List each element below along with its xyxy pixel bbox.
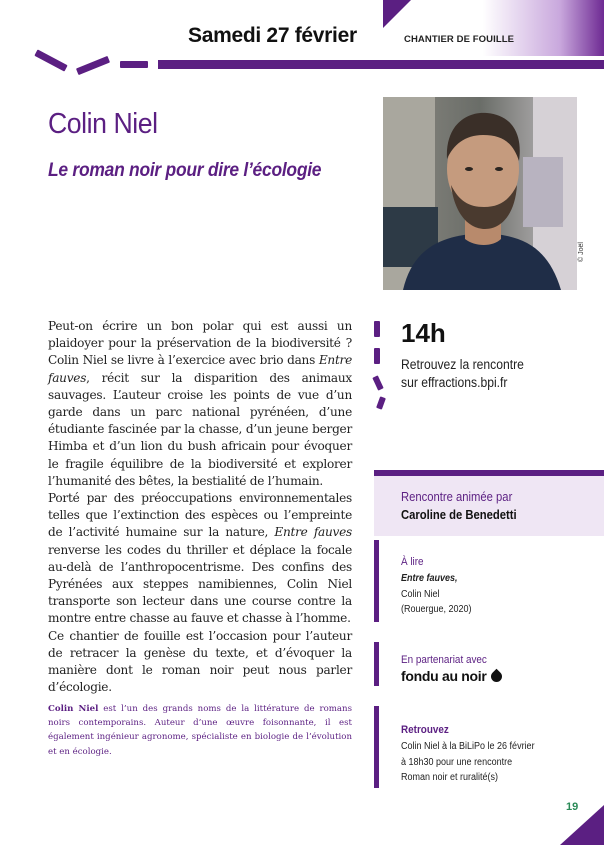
book-title-inline: Entre fauves bbox=[274, 525, 352, 540]
body-paragraph: Ce chantier de fouille est l’occasion pour l’auteur de retracer la genèse du texte, et d’évoquer la manière dont le roman noir peut nous parler d’écologie. bbox=[48, 628, 352, 695]
book-info bbox=[401, 571, 472, 618]
decor-dash bbox=[376, 396, 386, 409]
article-body bbox=[48, 318, 352, 696]
decor-dash bbox=[372, 375, 383, 390]
partner-logo: fondu au noir bbox=[401, 668, 502, 684]
sidebar-accent bbox=[374, 540, 379, 622]
event-link-text: Retrouvez la rencontre sur effractions.bpi.fr bbox=[401, 357, 524, 390]
sidebar-accent bbox=[374, 706, 379, 788]
header-date: Samedi 27 février bbox=[188, 24, 357, 47]
author-bio bbox=[48, 702, 352, 759]
book-title-inline: Entre fauves bbox=[48, 353, 352, 385]
header-corner-triangle bbox=[383, 0, 411, 28]
header-section-label: CHANTIER DE FOUILLE bbox=[404, 34, 515, 45]
host-name: Caroline de Benedetti bbox=[401, 508, 517, 522]
author-title: Colin Niel bbox=[48, 108, 158, 140]
event-time: 14h bbox=[401, 318, 446, 348]
header-rule bbox=[158, 60, 604, 69]
book-title: Entre fauves, bbox=[401, 573, 458, 584]
event-link[interactable]: sur effractions.bpi.fr bbox=[401, 375, 508, 390]
decor-dash bbox=[120, 61, 148, 68]
partner-label: En partenariat avec bbox=[401, 654, 487, 666]
read-label: À lire bbox=[401, 556, 424, 568]
find-label: Retrouvez bbox=[401, 724, 449, 736]
decor-dash bbox=[34, 49, 67, 71]
drop-icon bbox=[488, 669, 504, 685]
decor-dash bbox=[374, 321, 380, 337]
decor-dash bbox=[76, 56, 110, 75]
host-block bbox=[374, 476, 604, 536]
book-publisher: (Rouergue, 2020) bbox=[401, 604, 472, 615]
decor-dash bbox=[374, 348, 380, 364]
header-gradient-band bbox=[383, 0, 604, 56]
book-author: Colin Niel bbox=[401, 588, 440, 600]
body-paragraph: Porté par des préoccupations environnementales telles que l’extinction des espèces ou l’empreinte de l’activité humaine sur la nature, Entre fauves renverse les codes du thriller et déplace la focale au-delà de l’anthropocentrisme. Des confins des Pyrénées aux steppes namibiennes, Colin Niel transporte son lecteur dans une course contre la montre entre chasse au fauve et chasse à l’homme. bbox=[48, 491, 352, 626]
author-portrait-image bbox=[383, 97, 577, 290]
page-number: 19 bbox=[566, 801, 579, 813]
find-info: Colin Niel à la BiLiPo le 26 février à 18h30 pour une rencontre Roman noir et ruralité(s) bbox=[401, 741, 535, 783]
author-photo bbox=[383, 97, 577, 290]
photo-credit: © Joël bbox=[578, 242, 585, 262]
body-paragraph: Peut-on écrire un bon polar qui est aussi un plaidoyer pour la préservation de la biodiversité ? Colin Niel se livre à l’exercice avec brio dans Entre fauves, récit sur la disparition des animaux sauvages. L’auteur croise les points de vue d’un garde dans un parc national pyrénéen, d’une étudiante fascinée par la chasse, d’un jeune berger Himba et d’un lion du bush africain pour évoquer le fragile équilibre de la biodiversité et explorer l’humanité des bêtes, la bestialité de l’humain. bbox=[48, 319, 352, 488]
bio-name: Colin Niel bbox=[48, 704, 99, 714]
article-subtitle: Le roman noir pour dire l’écologie bbox=[48, 160, 322, 181]
bio-text: est l’un des grands noms de la littérature de romans noirs contemporains. Auteur d’une œuvre foisonnante, il est également ingénieur agronome, spécialiste en biologie de l’évolution et en écologie. bbox=[48, 704, 352, 757]
host-label: Rencontre animée par bbox=[401, 490, 513, 504]
sidebar-accent bbox=[374, 642, 379, 686]
